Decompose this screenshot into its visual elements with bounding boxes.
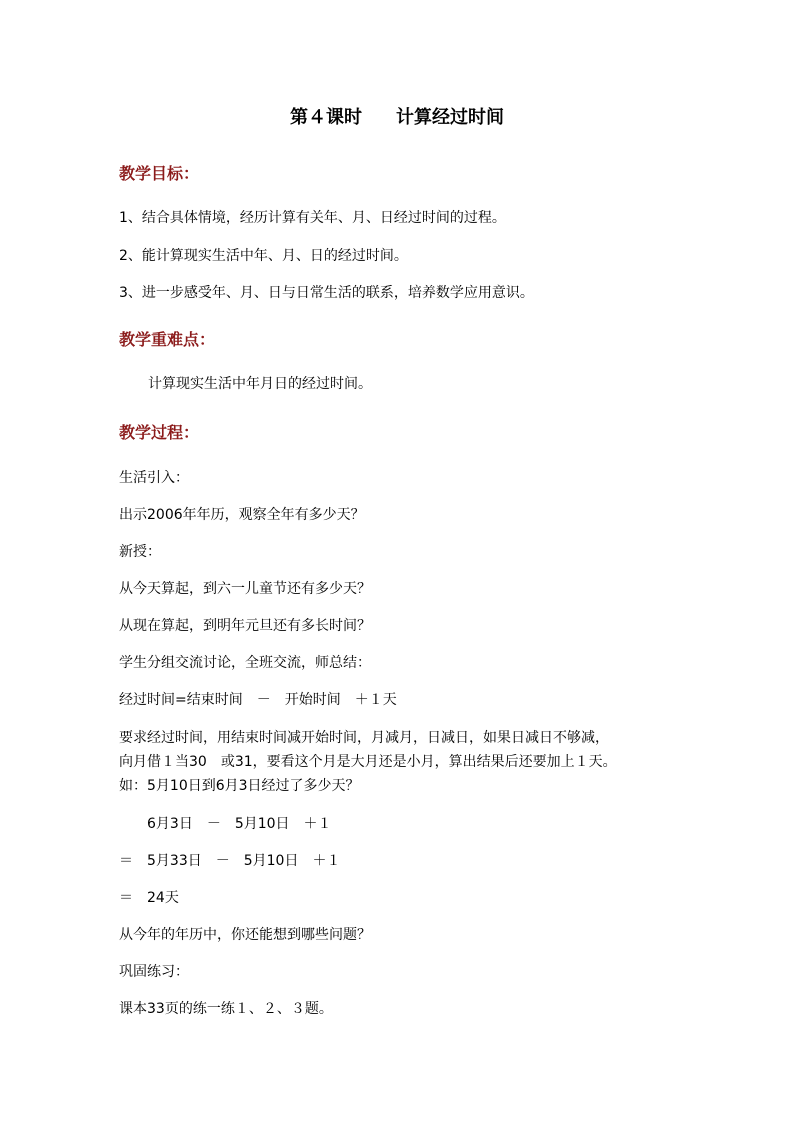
calculation-step-1: 6月3日 － 5月10日 ＋１ (119, 816, 332, 832)
lesson-number: 第４课时 (290, 107, 362, 128)
intro-label: 生活引入： (119, 470, 189, 486)
process-heading: 教学过程： (119, 423, 200, 442)
intro-text: 出示2006年年历，观察全年有多少天？ (119, 507, 365, 523)
page-title (0, 107, 794, 129)
lesson-topic: 计算经过时间 (396, 107, 504, 128)
calculation-result: ＝ 24天 (119, 890, 179, 906)
objectives-heading: 教学目标： (119, 164, 200, 183)
new-lesson-label: 新授： (119, 544, 161, 560)
question-1: 从今天算起，到六一儿童节还有多少天？ (119, 581, 371, 597)
question-2: 从现在算起，到明年元旦还有多长时间？ (119, 618, 371, 634)
formula-text: 经过时间=结束时间 － 开始时间 ＋１天 (119, 692, 397, 708)
example-question: 如：5月10日到6月3日经过了多少天？ (119, 778, 360, 794)
practice-text: 课本33页的练一练１、２、３题。 (119, 1001, 333, 1017)
reflection-question: 从今年的年历中，你还能想到哪些问题？ (119, 927, 371, 943)
discussion-text: 学生分组交流讨论，全班交流，师总结： (119, 655, 371, 671)
key-points-heading: 教学重难点： (119, 330, 216, 349)
objective-1: 1、结合具体情境，经历计算有关年、月、日经过时间的过程。 (119, 210, 506, 226)
key-point-text: 计算现实生活中年月日的经过时间。 (148, 376, 372, 392)
rule-line-1: 要求经过时间，用结束时间减开始时间，月减月，日减日，如果日减日不够减， (119, 730, 609, 746)
objective-2: 2、能计算现实生活中年、月、日的经过时间。 (119, 248, 408, 264)
practice-label: 巩固练习： (119, 964, 189, 980)
calculation-step-2: ＝ 5月33日 － 5月10日 ＋１ (119, 853, 341, 869)
objective-3: 3、进一步感受年、月、日与日常生活的联系，培养数学应用意识。 (119, 285, 534, 301)
rule-line-2: 向月借１当30 或31，要看这个月是大月还是小月，算出结果后还要加上１天。 (119, 754, 617, 770)
